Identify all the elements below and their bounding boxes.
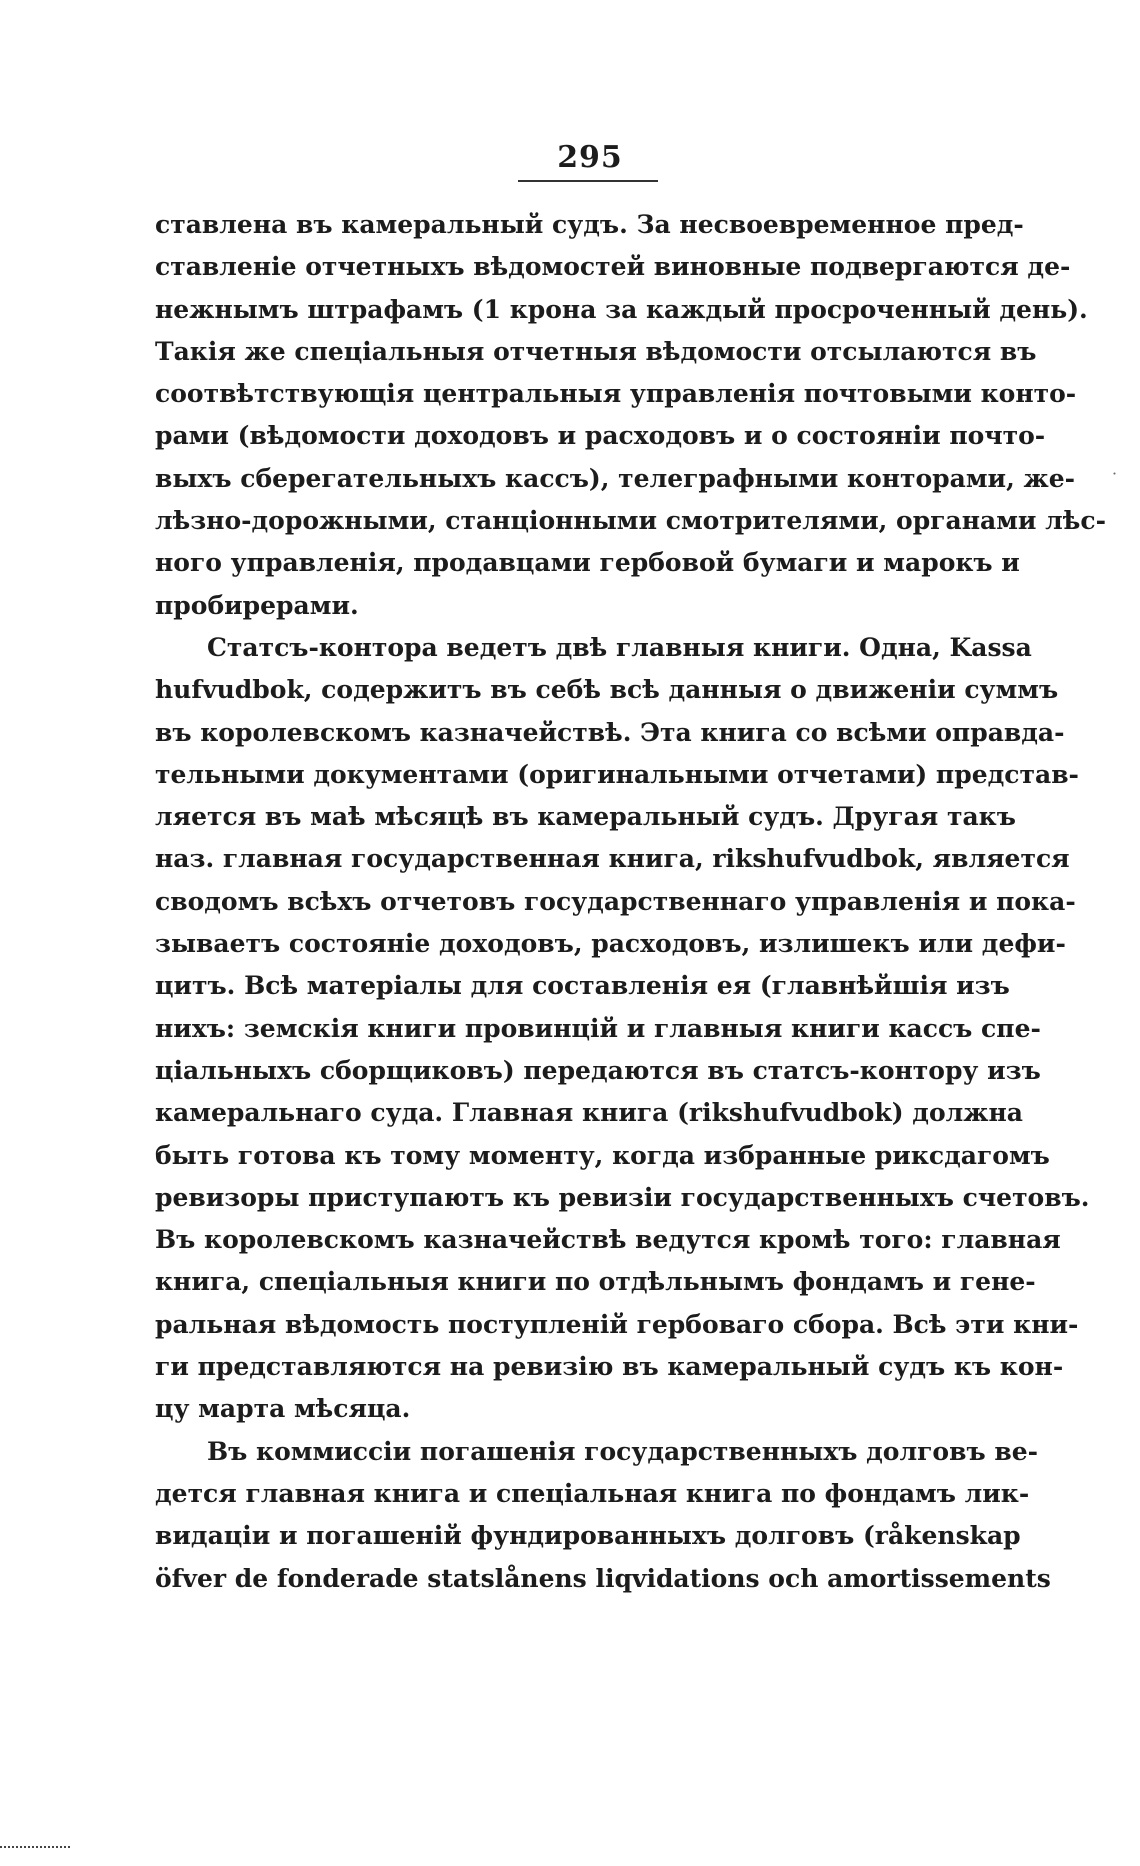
text-line: видаціи и погашеній фундированныхъ долговъ (råkenskap bbox=[155, 1521, 1021, 1551]
text-line: зываетъ состояніе доходовъ, расходовъ, излишекъ или дефи- bbox=[155, 929, 1066, 959]
text-line: нихъ: земскія книги провинцій и главныя книги кассъ спе- bbox=[155, 1013, 1041, 1043]
page-number: 295 bbox=[557, 140, 623, 175]
text-line: въ королевскомъ казначействѣ. Эта книга со всѣми оправда- bbox=[155, 717, 1065, 747]
text-line: ральная вѣдомость поступленій гербоваго сбора. Всѣ эти кни- bbox=[155, 1309, 1079, 1339]
text-line: лѣзно-дорожными, станціонными смотрителями, органами лѣс- bbox=[155, 506, 1106, 536]
body-text bbox=[155, 204, 1106, 1600]
text-line: Статсъ-контора ведетъ двѣ главныя книги. Одна, Kassa bbox=[207, 632, 1032, 662]
text-line: ревизоры приступаютъ къ ревизіи государственныхъ счетовъ. bbox=[155, 1182, 1090, 1212]
text-line: книга, спеціальныя книги по отдѣльнымъ фондамъ и гене- bbox=[155, 1267, 1036, 1297]
text-line: ставлена въ камеральный судъ. За несвоевременное пред- bbox=[155, 210, 1024, 239]
text-line: рами (вѣдомости доходовъ и расходовъ и о состояніи почто- bbox=[155, 421, 1046, 451]
text-line: Въ коммиссіи погашенія государственныхъ долговъ ве- bbox=[207, 1436, 1038, 1466]
text-line: тельными документами (оригинальными отчетами) представ- bbox=[155, 759, 1079, 789]
text-line: камеральнаго суда. Главная книга (rikshufvudbok) должна bbox=[155, 1098, 1023, 1128]
text-line: цитъ. Всѣ матеріалы для составленія ея (главнѣйшія изъ bbox=[155, 971, 1010, 1001]
text-line: Такія же спеціальныя отчетныя вѣдомости отсылаются въ bbox=[155, 336, 1037, 366]
text-line: соотвѣтствующія центральныя управленія почтовыми конто- bbox=[155, 379, 1077, 409]
text-line: öfver de fonderade statslånens liqvidations och amortissements bbox=[155, 1563, 1051, 1593]
text-line: дется главная книга и спеціальная книга по фондамъ лик- bbox=[155, 1478, 1030, 1508]
text-line: ги представляются на ревизію въ камеральный судъ къ кон- bbox=[155, 1352, 1064, 1382]
text-line: сводомъ всѣхъ отчетовъ государственнаго управленія и пока- bbox=[155, 886, 1076, 916]
margin-speck: ˙ bbox=[1110, 470, 1119, 491]
text-line: выхъ сберегательныхъ кассъ), телеграфными конторами, же- bbox=[155, 463, 1076, 493]
text-line: нежнымъ штрафамъ (1 крона за каждый просроченный день). bbox=[155, 294, 1088, 324]
text-line: ного управленія, продавцами гербовой бумаги и марокъ и bbox=[155, 548, 1020, 578]
text-line: Въ королевскомъ казначействѣ ведутся кромѣ того: главная bbox=[155, 1225, 1061, 1255]
text-line: цу марта мѣсяца. bbox=[155, 1394, 411, 1424]
text-line: ставленіе отчетныхъ вѣдомостей виновные подвергаются де- bbox=[155, 252, 1071, 282]
page-number-rule bbox=[518, 180, 658, 182]
text-line: hufvudbok, содержитъ въ себѣ всѣ данныя о движеніи суммъ bbox=[155, 675, 1059, 705]
text-line: ляется въ маѣ мѣсяцѣ въ камеральный судъ. Другая такъ bbox=[155, 802, 1016, 832]
text-line: быть готова къ тому моменту, когда избранные риксдагомъ bbox=[155, 1140, 1050, 1170]
text-line: пробирерами. bbox=[155, 590, 359, 620]
text-line: ціальныхъ сборщиковъ) передаются въ статсъ-контору изъ bbox=[155, 1055, 1041, 1085]
corner-mark bbox=[0, 1842, 70, 1848]
text-line: наз. главная государственная книга, rikshufvudbok, является bbox=[155, 844, 1070, 874]
